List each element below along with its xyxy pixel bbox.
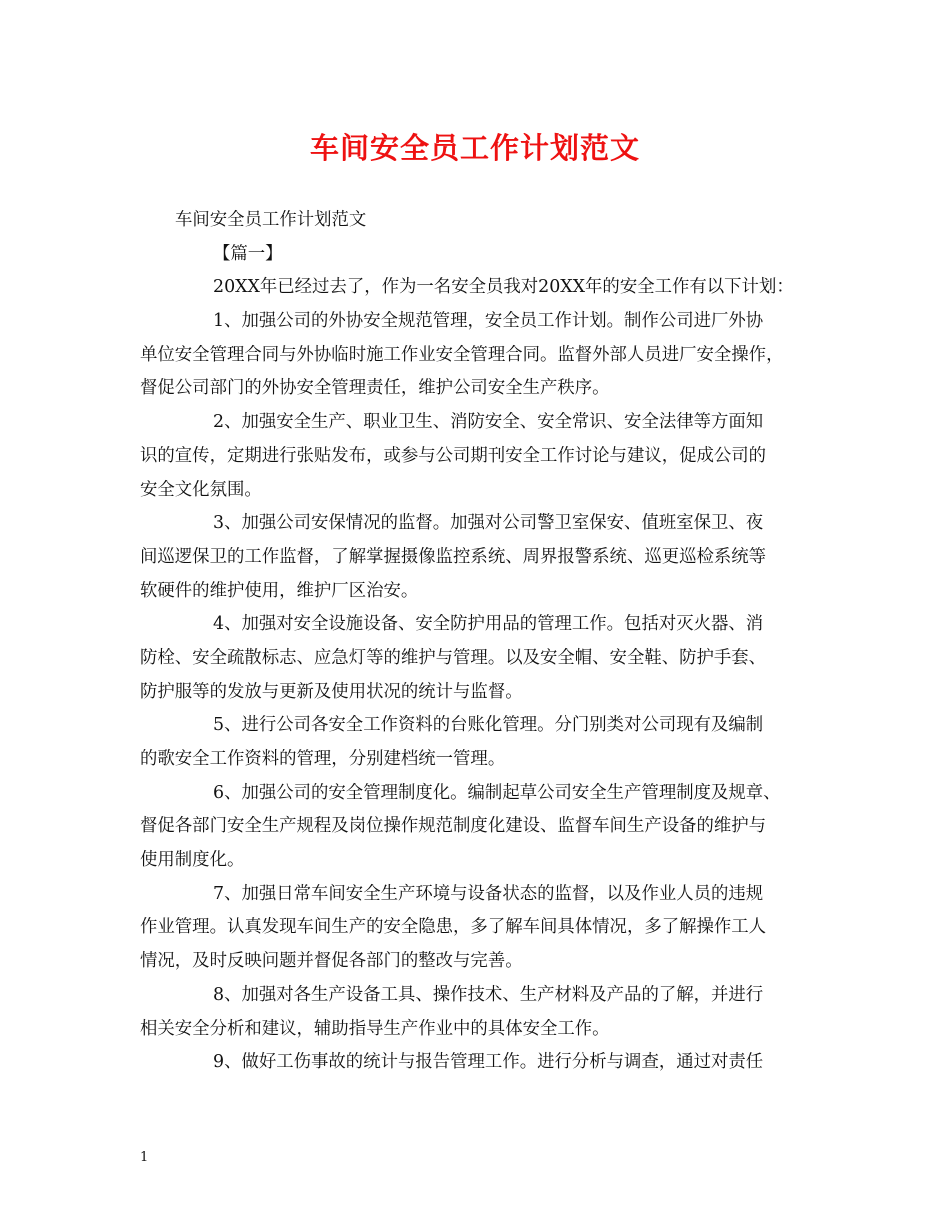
paragraph-line: 6、加强公司的安全管理制度化。编制起草公司安全生产管理制度及规章、	[213, 782, 781, 803]
document-title: 车间安全员工作计划范文	[309, 131, 640, 165]
paragraph-line: 单位安全管理合同与外协临时施工作业安全管理合同。监督外部人员进厂安全操作，	[140, 344, 784, 365]
section-heading: 【篇一】	[213, 243, 283, 264]
paragraph-line: 作业管理。认真发现车间生产的安全隐患，多了解车间具体情况，多了解操作工人	[140, 917, 767, 938]
paragraph-line: 3、加强公司安保情况的监督。加强对公司警卫室保安、值班室保卫、夜	[213, 513, 764, 534]
paragraph-line: 软硬件的维护使用，维护厂区治安。	[140, 580, 419, 601]
paragraph-line: 使用制度化。	[140, 850, 245, 871]
paragraph-line: 督促公司部门的外协安全管理责任，维护公司安全生产秩序。	[140, 378, 610, 399]
paragraph-line: 防护服等的发放与更新及使用状况的统计与监督。	[140, 681, 523, 702]
paragraph-line: 1、加强公司的外协安全规范管理，安全员工作计划。制作公司进厂外协	[213, 311, 764, 332]
paragraph-line: 督促各部门安全生产规程及岗位操作规范制度化建设、监督车间生产设备的维护与	[140, 816, 767, 837]
paragraph-line: 7、加强日常车间安全生产环境与设备状态的监督，以及作业人员的违规	[213, 883, 764, 904]
subtitle-line: 车间安全员工作计划范文	[175, 210, 367, 230]
paragraph-line: 安全文化氛围。	[140, 479, 262, 500]
paragraph-line: 识的宣传，定期进行张贴发布，或参与公司期刊安全工作讨论与建议，促成公司的	[140, 445, 767, 466]
paragraph-line: 相关安全分析和建议，辅助指导生产作业中的具体安全工作。	[140, 1018, 610, 1039]
document-body	[140, 204, 830, 1080]
page-number: 1	[140, 1150, 149, 1165]
paragraph-line: 间巡逻保卫的工作监督，了解掌握摄像监控系统、周界报警系统、巡更巡检系统等	[140, 546, 767, 567]
paragraph-line: 9、做好工伤事故的统计与报告管理工作。进行分析与调查，通过对责任	[213, 1052, 764, 1073]
paragraph-line: 情况，及时反映问题并督促各部门的整改与完善。	[140, 951, 523, 972]
paragraph-line: 5、进行公司各安全工作资料的台账化管理。分门别类对公司现有及编制	[213, 715, 764, 736]
paragraph-line: 防栓、安全疏散标志、应急灯等的维护与管理。以及安全帽、安全鞋、防护手套、	[140, 647, 767, 668]
paragraph-line: 2、加强安全生产、职业卫生、消防安全、安全常识、安全法律等方面知	[213, 412, 764, 433]
paragraph-line: 4、加强对安全设施设备、安全防护用品的管理工作。包括对灭火器、消	[213, 614, 764, 635]
paragraph-line: 20XX年已经过去了，作为一名安全员我对20XX年的安全工作有以下计划：	[213, 277, 794, 298]
paragraph-line: 8、加强对各生产设备工具、操作技术、生产材料及产品的了解，并进行	[213, 984, 764, 1005]
paragraph-line: 的歌安全工作资料的管理，分别建档统一管理。	[140, 749, 506, 769]
